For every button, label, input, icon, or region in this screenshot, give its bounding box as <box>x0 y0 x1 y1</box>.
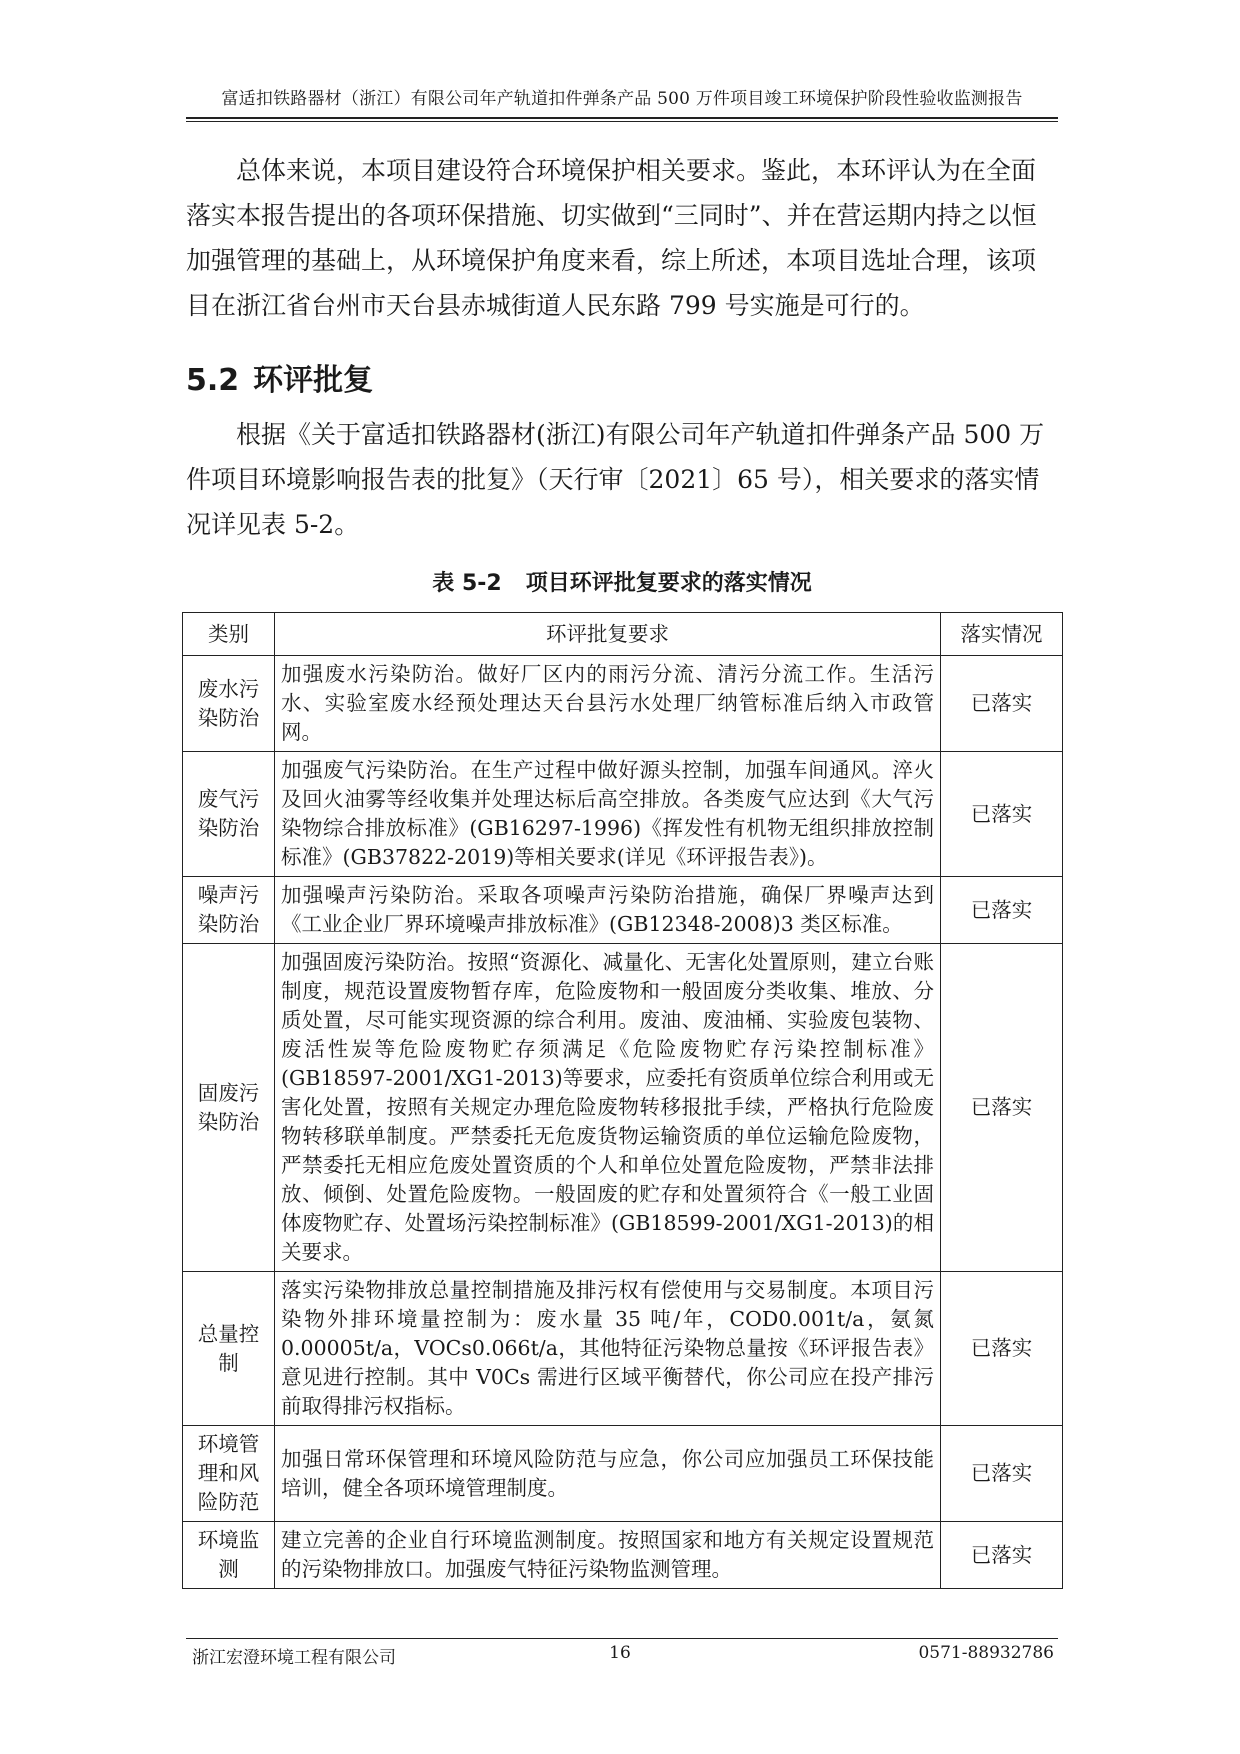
table-row <box>183 656 1063 752</box>
footer-rule <box>186 1638 1058 1639</box>
row-category: 废水污染防治 <box>183 656 275 752</box>
section-paragraph: 根据《关于富适扣铁路器材(浙江)有限公司年产轨道扣件弹条产品 500 万件项目环境影响报告表的批复》（天行审〔2021〕65 号），相关要求的落实情况详见表 5-2。 <box>186 420 1045 539</box>
running-header: 富适扣铁路器材（浙江）有限公司年产轨道扣件弹条产品 500 万件项目竣工环境保护阶段性验收监测报告 <box>221 89 1023 109</box>
row-status: 已落实 <box>941 1522 1063 1589</box>
table-row <box>183 944 1063 1272</box>
table-caption-number: 表 5-2 <box>432 571 502 596</box>
section-number: 5.2 <box>186 363 240 398</box>
row-category: 噪声污染防治 <box>183 877 275 944</box>
table-row <box>183 1272 1063 1426</box>
section-title: 环评批复 <box>253 363 374 398</box>
footer-company: 浙江宏澄环境工程有限公司 <box>192 1648 396 1668</box>
header-rule-thick <box>186 117 1058 119</box>
row-category: 固废污染防治 <box>183 944 275 1272</box>
header-status: 落实情况 <box>941 613 1063 656</box>
row-requirement: 加强废水污染防治。做好厂区内的雨污分流、清污分流工作。生活污水、实验室废水经预处理达天台县污水处理厂纳管标准后纳入市政管网。 <box>275 656 941 752</box>
row-requirement: 加强废气污染防治。在生产过程中做好源头控制，加强车间通风。淬火及回火油雾等经收集并处理达标后高空排放。各类废气应达到《大气污染物综合排放标准》(GB16297-1996)《挥发性有机物无组织排放控制标准》(GB37822-2019)等相关要求(详见《环评报告表》)。 <box>275 752 941 877</box>
requirements-table <box>182 612 1063 1589</box>
row-category: 环境监测 <box>183 1522 275 1589</box>
row-requirement: 落实污染物排放总量控制措施及排污权有偿使用与交易制度。本项目污染物外排环境量控制为：废水量 35 吨/年，COD0.001t/a，氨氮 0.00005t/a，VOCs0.066t/a，其他特征污染物总量按《环评报告表》意见进行控制。其中 V0Cs 需进行区域平衡替代，你公司应在投产排污前取得排污权指标。 <box>275 1272 941 1426</box>
row-status: 已落实 <box>941 1426 1063 1522</box>
table-header-row <box>183 613 1063 656</box>
table-caption-title: 项目环评批复要求的落实情况 <box>525 571 812 596</box>
row-status: 已落实 <box>941 656 1063 752</box>
row-status: 已落实 <box>941 752 1063 877</box>
header-requirement: 环评批复要求 <box>275 613 941 656</box>
header-category: 类别 <box>183 613 275 656</box>
row-status: 已落实 <box>941 944 1063 1272</box>
table-row <box>183 752 1063 877</box>
row-category: 环境管理和风险防范 <box>183 1426 275 1522</box>
header-rule-thin <box>186 121 1058 122</box>
table-caption <box>186 566 1058 597</box>
row-status: 已落实 <box>941 877 1063 944</box>
row-status: 已落实 <box>941 1272 1063 1426</box>
table-row <box>183 1522 1063 1589</box>
section-heading <box>186 355 373 399</box>
table-row <box>183 877 1063 944</box>
footer-phone: 0571-88932786 <box>918 1643 1054 1663</box>
table-row <box>183 1426 1063 1522</box>
row-requirement: 加强固废污染防治。按照“资源化、减量化、无害化处置原则，建立台账制度，规范设置废物暂存库，危险废物和一般固废分类收集、堆放、分质处置，尽可能实现资源的综合利用。废油、废油桶、实验废包装物、废活性炭等危险废物贮存须满足《危险废物贮存污染控制标准》(GB18597-2001/XG1-2013)等要求，应委托有资质单位综合利用或无害化处置，按照有关规定办理危险废物转移报批手续，严格执行危险废物转移联单制度。严禁委托无危废货物运输资质的单位运输危险废物，严禁委托无相应危废处置资质的个人和单位处置危险废物，严禁非法排放、倾倒、处置危险废物。一般固废的贮存和处置须符合《一般工业固体废物贮存、处置场污染控制标准》(GB18599-2001/XG1-2013)的相关要求。 <box>275 944 941 1272</box>
intro-paragraph: 总体来说，本项目建设符合环境保护相关要求。鉴此，本环评认为在全面落实本报告提出的各项环保措施、切实做到“三同时”、并在营运期内持之以恒加强管理的基础上，从环境保护角度来看，综上所述，本项目选址合理，该项目在浙江省台州市天台县赤城街道人民东路 799 号实施是可行的。 <box>186 156 1037 320</box>
page-number: 16 <box>609 1643 631 1663</box>
row-requirement: 建立完善的企业自行环境监测制度。按照国家和地方有关规定设置规范的污染物排放口。加强废气特征污染物监测管理。 <box>275 1522 941 1589</box>
row-requirement: 加强日常环保管理和环境风险防范与应急，你公司应加强员工环保技能培训，健全各项环境管理制度。 <box>275 1426 941 1522</box>
row-category: 总量控制 <box>183 1272 275 1426</box>
row-requirement: 加强噪声污染防治。采取各项噪声污染防治措施，确保厂界噪声达到《工业企业厂界环境噪声排放标准》(GB12348-2008)3 类区标准。 <box>275 877 941 944</box>
row-category: 废气污染防治 <box>183 752 275 877</box>
